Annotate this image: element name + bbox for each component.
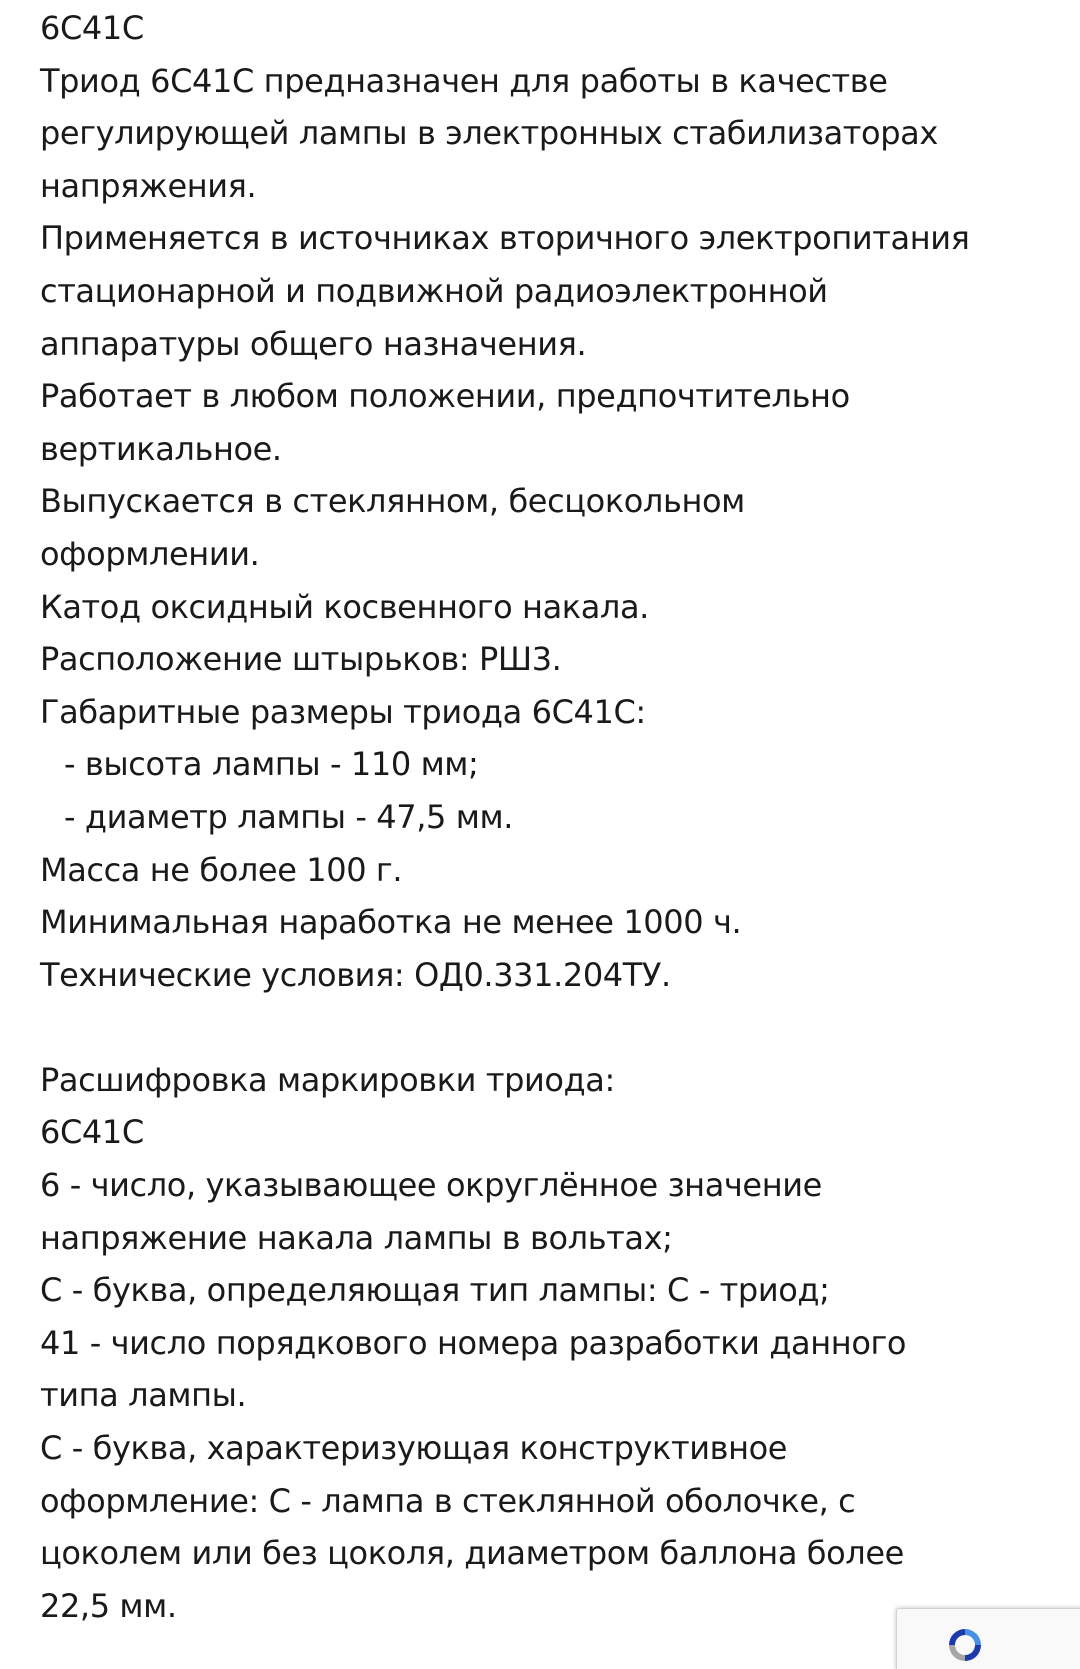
text-line: Триод 6С41С предназначен для работы в качестве (40, 61, 888, 100)
text-line-indented: - высота лампы - 110 мм; (64, 745, 479, 784)
text-line: 22,5 мм. (40, 1586, 177, 1625)
text-line: регулирующей лампы в электронных стабилизаторах (40, 114, 938, 153)
text-line: 41 - число порядкового номера разработки данного (40, 1323, 907, 1362)
text-line: Выпускается в стеклянном, бесцокольном (40, 482, 745, 521)
document-text (40, 2, 1070, 1632)
text-line: Катод оксидный косвенного накала. (40, 587, 649, 626)
text-line: оформление: С - лампа в стеклянной оболочке, с (40, 1481, 856, 1520)
text-line: Применяется в источниках вторичного электропитания (40, 219, 970, 258)
text-line: Минимальная наработка не менее 1000 ч. (40, 903, 742, 942)
text-line: Расположение штырьков: РШ3. (40, 640, 562, 679)
text-line: напряжение накала лампы в вольтах; (40, 1218, 673, 1257)
text-line: 6С41С (40, 9, 144, 47)
text-line: 6С41С (40, 1113, 144, 1152)
text-line: напряжения. (40, 166, 257, 205)
text-line: вертикальное. (40, 429, 282, 468)
text-line: Расшифровка маркировки триода: (40, 1060, 615, 1099)
text-line: аппаратуры общего назначения. (40, 324, 587, 363)
text-line: С - буква, характеризующая конструктивное (40, 1429, 788, 1468)
text-line: цоколем или без цоколя, диаметром баллона более (40, 1534, 904, 1573)
text-line: оформлении. (40, 534, 260, 573)
text-line: С - буква, определяющая тип лампы: С - триод; (40, 1271, 830, 1310)
recaptcha-icon (945, 1625, 985, 1665)
text-line: Габаритные размеры триода 6С41С: (40, 692, 646, 731)
text-line: Технические условия: ОД0.331.204ТУ. (40, 955, 671, 994)
text-line: 6 - число, указывающее округлённое значение (40, 1166, 822, 1205)
text-line: Работает в любом положении, предпочтительно (40, 377, 850, 416)
recaptcha-badge[interactable] (896, 1608, 1080, 1669)
text-line: стационарной и подвижной радиоэлектронной (40, 271, 828, 310)
text-line: типа лампы. (40, 1376, 247, 1415)
text-line: Масса не более 100 г. (40, 850, 403, 889)
blank-line (40, 1001, 1070, 1054)
text-line-indented: - диаметр лампы - 47,5 мм. (64, 797, 513, 836)
